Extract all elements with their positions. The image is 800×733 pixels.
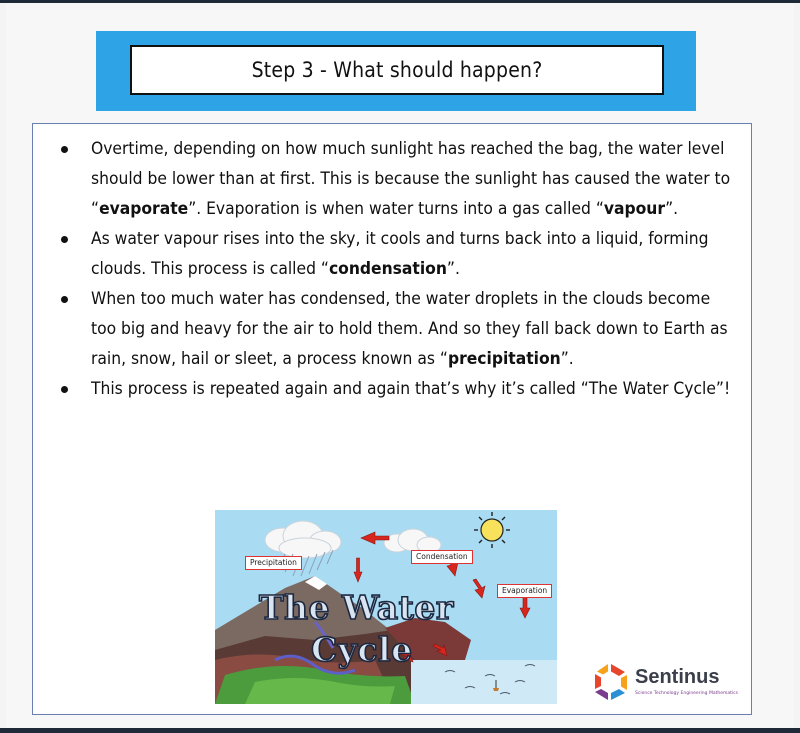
bullet-text-part: ”. [446,259,460,279]
bullet-dot [61,296,68,303]
bullet-text-part: ”. Evaporation is when water turns into a gas called “ [188,199,604,219]
content-box [32,123,752,715]
bullet-dot [61,386,68,393]
logo-tagline: Science Technology Engineering Mathematics [635,691,738,696]
slide-title: Step 3 - What should happen? [130,45,664,95]
bullet-item [33,374,751,404]
bullet-text [91,139,730,219]
slide [6,3,794,728]
bullet-text [91,289,728,369]
bold-term: condensation [328,259,447,279]
bullet-text-part: When too much water has condensed, the water droplets in the clouds become too big and heavy for the air to hold them. And so they fall back down to Earth as rain, snow, hail or sleet, a process known as “ [91,289,728,369]
bullet-text [91,229,708,279]
bottom-frame-bar [0,728,800,733]
bullet-text-part: As water vapour rises into the sky, it cools and turns back into a liquid, forming clouds. This process is called “ [91,229,709,279]
bullet-item [33,284,751,374]
bold-term: vapour [603,199,666,219]
sentinus-logo-icon [591,662,631,702]
precipitation-label: Precipitation [245,556,302,570]
sentinus-logo [591,660,751,704]
bullet-dot [61,236,68,243]
bullet-text [91,379,730,399]
title-band [96,31,696,111]
bullet-text-part: ”. [560,349,574,369]
bullet-text-part: ”. [665,199,679,219]
bullet-text-part: This process is repeated again and again that’s why it’s called “The Water Cycle”! [91,379,731,399]
water-cycle-illustration [215,510,557,704]
bullet-item [33,224,751,284]
bullet-text-part: Overtime, depending on how much sunlight has reached the bag, the water level should be lower than at first. This is because the sunlight has caused the water to “ [91,139,731,219]
water-cycle-title-line2: Cycle [311,630,413,669]
logo-name: Sentinus [635,666,720,688]
bullet-dot [61,146,68,153]
bold-term: evaporate [99,199,189,219]
bullet-list [33,134,751,404]
condensation-label: Condensation [411,550,473,564]
bullet-item [33,134,751,224]
bold-term: precipitation [447,349,561,369]
evaporation-label: Evaporation [497,584,552,598]
water-cycle-title-line1: The Water [259,588,454,627]
